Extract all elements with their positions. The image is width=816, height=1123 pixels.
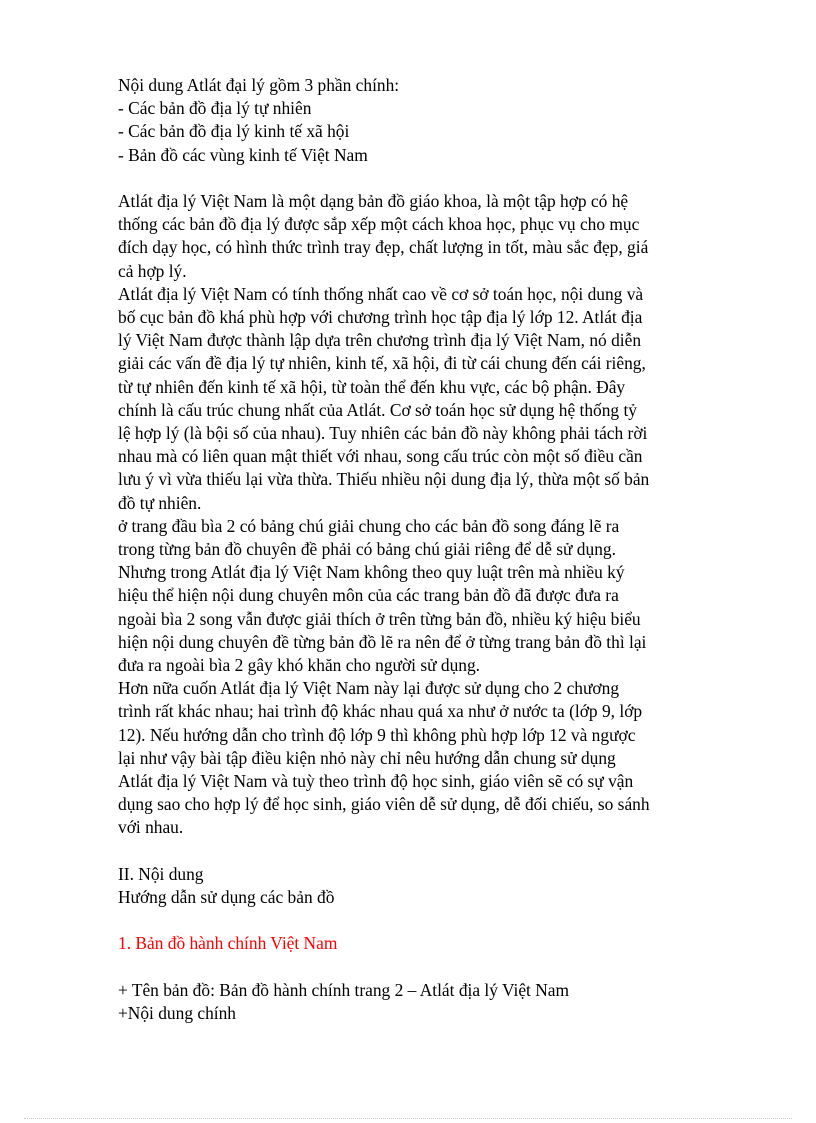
map-details: [118, 979, 698, 1025]
spacer: [118, 840, 698, 863]
text-line: Atlát địa lý Việt Nam có tính thống nhất cao về cơ sở toán học, nội dung và: [118, 283, 644, 304]
paragraph-atlas-structure: [118, 283, 698, 515]
section-title: II. Nội dung: [118, 863, 204, 884]
section-subtitle: Hướng dẫn sử dụng các bản đồ: [118, 887, 335, 908]
text-line: đích dạy học, có hình thức trình tray đẹp, chất lượng in tốt, màu sắc đẹp, giá: [118, 237, 649, 258]
text-line: trình rất khác nhau; hai trình độ khác nhau quá xa như ở nước ta (lớp 9, lớp: [118, 701, 643, 722]
intro-item: - Các bản đồ địa lý kinh tế xã hội: [118, 121, 350, 142]
text-line: Atlát địa lý Việt Nam và tuỳ theo trình độ học sinh, giáo viên sẽ có sự vận: [118, 771, 634, 792]
text-line: nhau mà có liên quan mật thiết với nhau, song cấu trúc còn một số điều cần: [118, 446, 643, 467]
page-bottom-divider: [24, 1118, 792, 1119]
intro-item: - Các bản đồ địa lý tự nhiên: [118, 98, 312, 119]
text-line: từ tự nhiên đến kinh tế xã hội, từ toàn thể đến khu vực, các bộ phận. Đây: [118, 376, 626, 397]
paragraph-atlas-description: [118, 190, 698, 283]
map-content-line: +Nội dung chính: [118, 1003, 237, 1024]
text-line: trong từng bản đồ chuyên đề phải có bảng chú giải riêng để dễ sử dụng.: [118, 539, 616, 560]
text-line: đưa ra ngoài bìa 2 gây khó khăn cho người sử dụng.: [118, 655, 481, 676]
text-line: Hơn nữa cuốn Atlát địa lý Việt Nam này lại được sử dụng cho 2 chương: [118, 678, 620, 699]
text-line: 12). Nếu hướng dẫn cho trình độ lớp 9 thì không phù hợp lớp 12 và ngược: [118, 724, 636, 745]
map-name-line: + Tên bản đồ: Bản đồ hành chính trang 2 – Atlát địa lý Việt Nam: [118, 979, 570, 1000]
paragraph-legend-issue: [118, 515, 698, 677]
intro-heading: Nội dung Atlát đại lý gồm 3 phần chính:: [118, 75, 400, 95]
paragraph-usage-levels: [118, 677, 698, 839]
document-body: [118, 74, 698, 1025]
spacer: [118, 167, 698, 190]
text-line: hiệu thể hiện nội dung chuyên môn của các trang bản đồ đã được đưa ra: [118, 585, 619, 606]
text-line: Atlát địa lý Việt Nam là một dạng bản đồ giáo khoa, là một tập hợp có hệ: [118, 191, 629, 211]
text-line: dụng sao cho hợp lý để học sinh, giáo viên dễ sử dụng, dễ đối chiếu, so sánh: [118, 794, 650, 815]
text-line: với nhau.: [118, 817, 184, 838]
map-heading: 1. Bản đồ hành chính Việt Nam: [118, 933, 338, 954]
intro-item: - Bản đồ các vùng kinh tế Việt Nam: [118, 144, 368, 165]
spacer: [118, 909, 698, 932]
text-line: giải các vấn đề địa lý tự nhiên, kinh tế, xã hội, đi từ cái chung đến cái riêng,: [118, 353, 646, 374]
text-line: cả hợp lý.: [118, 260, 187, 281]
text-line: đồ tự nhiên.: [118, 492, 202, 513]
text-line: bố cục bản đồ khá phù hợp với chương trình học tập địa lý lớp 12. Atlát địa: [118, 307, 643, 328]
text-line: Nhưng trong Atlát địa lý Việt Nam không theo quy luật trên mà nhiều ký: [118, 562, 625, 583]
text-line: lệ hợp lý (là bội số của nhau). Tuy nhiên các bản đồ này không phải tách rời: [118, 423, 648, 444]
text-line: thống các bản đồ địa lý được sắp xếp một cách khoa học, phục vụ cho mục: [118, 214, 640, 235]
text-line: ở trang đầu bìa 2 có bảng chú giải chung cho các bản đồ song đáng lẽ ra: [118, 515, 620, 536]
text-line: lại như vậy bài tập điều kiện nhỏ này chỉ nêu hướng dẫn chung sử dụng: [118, 747, 616, 768]
text-line: ngoài bìa 2 song vẫn được giải thích ở trên từng bản đồ, nhiều ký hiệu biểu: [118, 608, 641, 629]
intro-section: [118, 74, 698, 167]
spacer: [118, 956, 698, 979]
text-line: hiện nội dung chuyên đề từng bản đồ lẽ ra nên để ở từng trang bản đồ thì lại: [118, 631, 647, 652]
text-line: lý Việt Nam được thành lập dựa trên chương trình địa lý Việt Nam, nó diễn: [118, 330, 642, 351]
text-line: lưu ý vì vừa thiếu lại vừa thừa. Thiếu nhiều nội dung địa lý, thừa một số bản: [118, 469, 650, 490]
section-content: [118, 863, 698, 909]
text-line: chính là cấu trúc chung nhất của Atlát. Cơ sở toán học sử dụng hệ thống tỷ: [118, 399, 637, 420]
